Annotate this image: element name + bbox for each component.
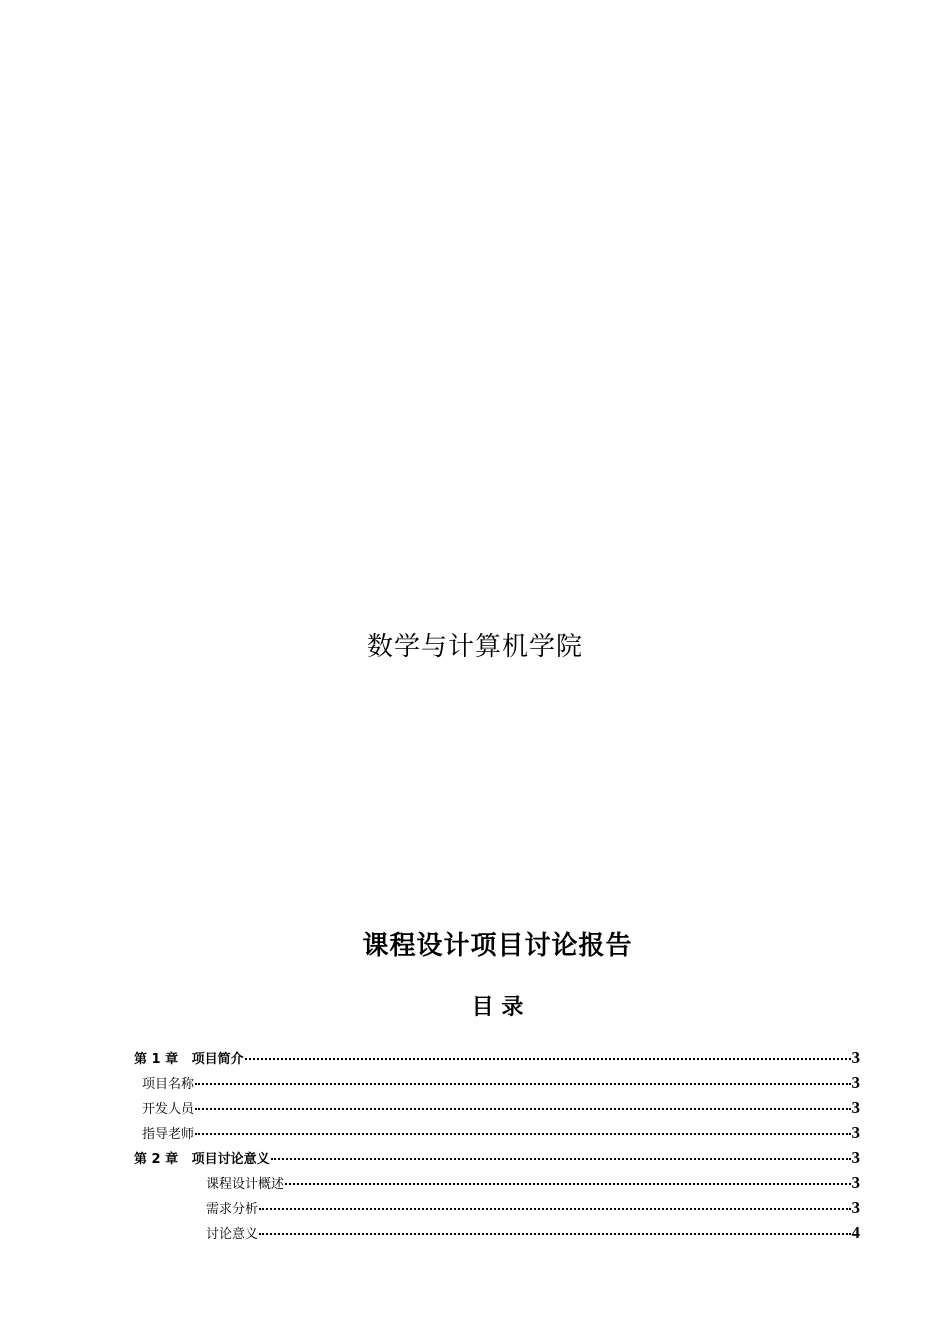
toc-leader-dots (259, 1233, 850, 1235)
toc-entry-developers[interactable] (134, 1095, 860, 1120)
toc-entry-label: 指导老师 (142, 1127, 195, 1142)
toc-leader-dots (285, 1183, 850, 1185)
toc-entry-page: 3 (851, 1123, 860, 1142)
toc-leader-dots (259, 1208, 850, 1210)
toc-leader-dots (195, 1133, 850, 1135)
toc-entry-significance[interactable] (134, 1220, 860, 1245)
toc-entry-page: 3 (851, 1148, 860, 1167)
toc-entry-page: 3 (851, 1048, 860, 1067)
toc-entry-course-overview[interactable] (134, 1170, 860, 1195)
toc-entry-label: 项目名称 (142, 1077, 195, 1092)
toc-entry-label: 第 1 章 项目简介 (134, 1052, 244, 1067)
toc-entry-requirements[interactable] (134, 1195, 860, 1220)
toc-entry-page: 4 (851, 1223, 860, 1242)
toc-entry-page: 3 (851, 1098, 860, 1117)
toc-entry-label: 第 2 章 项目讨论意义 (134, 1152, 270, 1167)
toc-entry-label: 讨论意义 (206, 1227, 259, 1242)
toc-leader-dots (195, 1083, 850, 1085)
toc-entry-chapter-1[interactable] (134, 1045, 860, 1070)
toc-entry-page: 3 (851, 1198, 860, 1217)
toc-leader-dots (245, 1058, 851, 1060)
report-title: 课程设计项目讨论报告 (362, 931, 633, 961)
toc-entry-page: 3 (851, 1073, 860, 1092)
toc-entry-label: 需求分析 (206, 1202, 259, 1217)
toc-entry-project-name[interactable] (134, 1070, 860, 1095)
toc-entry-instructor[interactable] (134, 1120, 860, 1145)
toc-entry-chapter-2[interactable] (134, 1145, 860, 1170)
toc-leader-dots (271, 1158, 851, 1160)
toc-entry-label: 开发人员 (142, 1102, 195, 1117)
toc-heading: 目 录 (471, 995, 524, 1020)
toc-leader-dots (195, 1108, 850, 1110)
toc-entry-label: 课程设计概述 (206, 1177, 285, 1192)
college-name: 数学与计算机学院 (366, 632, 583, 662)
table-of-contents (134, 1045, 860, 1245)
toc-entry-page: 3 (851, 1173, 860, 1192)
